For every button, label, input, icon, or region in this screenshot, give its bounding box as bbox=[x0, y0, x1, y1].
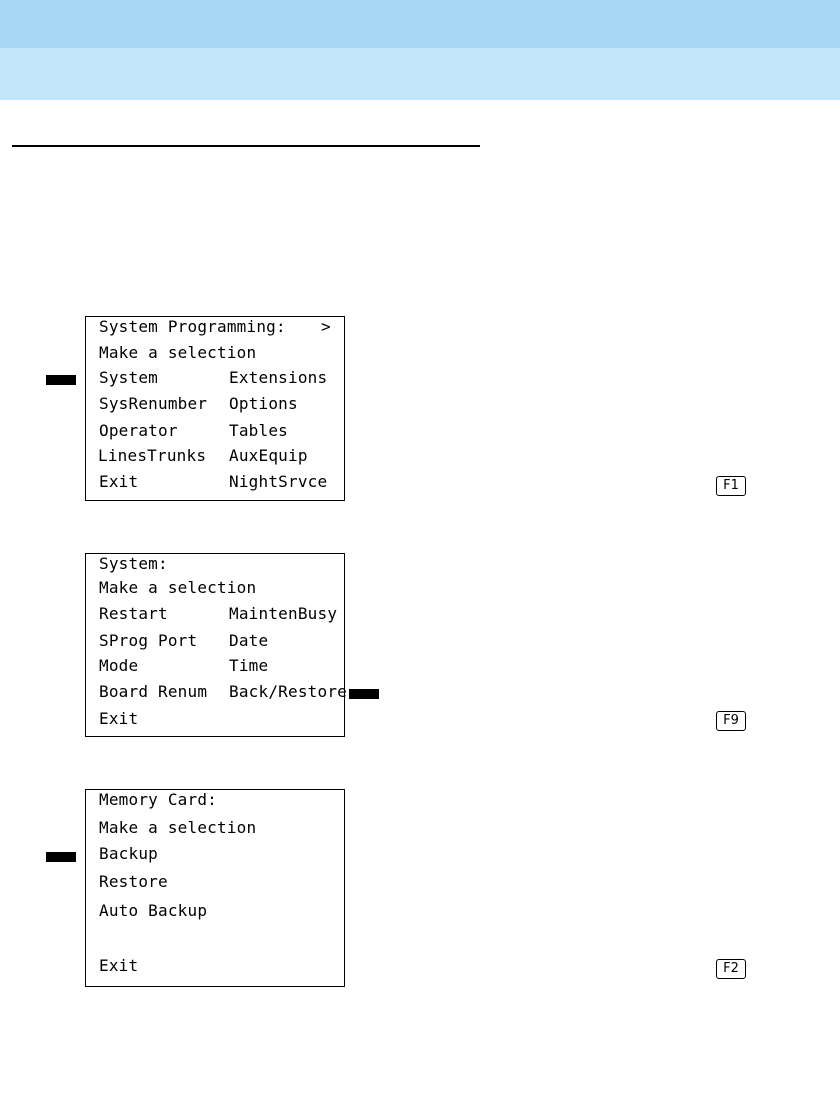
screen-title: System Programming: bbox=[99, 317, 286, 336]
option-system[interactable]: System bbox=[99, 368, 158, 387]
option-auxequip[interactable]: AuxEquip bbox=[229, 446, 308, 465]
option-auto-backup[interactable]: Auto Backup bbox=[99, 901, 208, 920]
option-mode[interactable]: Mode bbox=[99, 656, 139, 675]
selection-marker-back-restore bbox=[349, 689, 379, 699]
option-date[interactable]: Date bbox=[229, 631, 269, 650]
option-extensions[interactable]: Extensions bbox=[229, 368, 328, 387]
selection-marker-backup bbox=[46, 852, 76, 862]
option-exit[interactable]: Exit bbox=[99, 472, 139, 491]
option-linestrunks[interactable]: LinesTrunks bbox=[98, 446, 207, 465]
screen-prompt: Make a selection bbox=[99, 578, 257, 597]
option-back-restore[interactable]: Back/Restore bbox=[229, 682, 347, 701]
option-sprog-port[interactable]: SProg Port bbox=[99, 631, 198, 650]
option-exit[interactable]: Exit bbox=[99, 956, 139, 975]
header-band-top bbox=[0, 0, 840, 48]
function-key-f1[interactable]: F1 bbox=[716, 476, 746, 496]
option-exit[interactable]: Exit bbox=[99, 709, 139, 728]
header-band-bottom bbox=[0, 48, 840, 100]
function-key-f9[interactable]: F9 bbox=[716, 711, 746, 731]
option-restore[interactable]: Restore bbox=[99, 872, 168, 891]
selection-marker-system bbox=[46, 375, 76, 385]
option-maintenbusy[interactable]: MaintenBusy bbox=[229, 604, 338, 623]
more-arrow: > bbox=[321, 317, 331, 336]
option-options[interactable]: Options bbox=[229, 394, 298, 413]
system-programming-screen bbox=[85, 316, 345, 501]
screen-title: System: bbox=[99, 554, 168, 573]
option-sysrenumber[interactable]: SysRenumber bbox=[99, 394, 208, 413]
memory-card-screen bbox=[85, 789, 345, 987]
screen-prompt: Make a selection bbox=[99, 818, 257, 837]
system-screen bbox=[85, 553, 345, 737]
function-key-f2[interactable]: F2 bbox=[716, 959, 746, 979]
section-rule bbox=[12, 145, 480, 147]
option-operator[interactable]: Operator bbox=[99, 421, 178, 440]
option-tables[interactable]: Tables bbox=[229, 421, 288, 440]
option-backup[interactable]: Backup bbox=[99, 844, 158, 863]
option-board-renum[interactable]: Board Renum bbox=[99, 682, 208, 701]
screen-title: Memory Card: bbox=[99, 790, 217, 809]
option-nightsrvce[interactable]: NightSrvce bbox=[229, 472, 328, 491]
option-time[interactable]: Time bbox=[229, 656, 269, 675]
option-restart[interactable]: Restart bbox=[99, 604, 168, 623]
screen-prompt: Make a selection bbox=[99, 343, 257, 362]
